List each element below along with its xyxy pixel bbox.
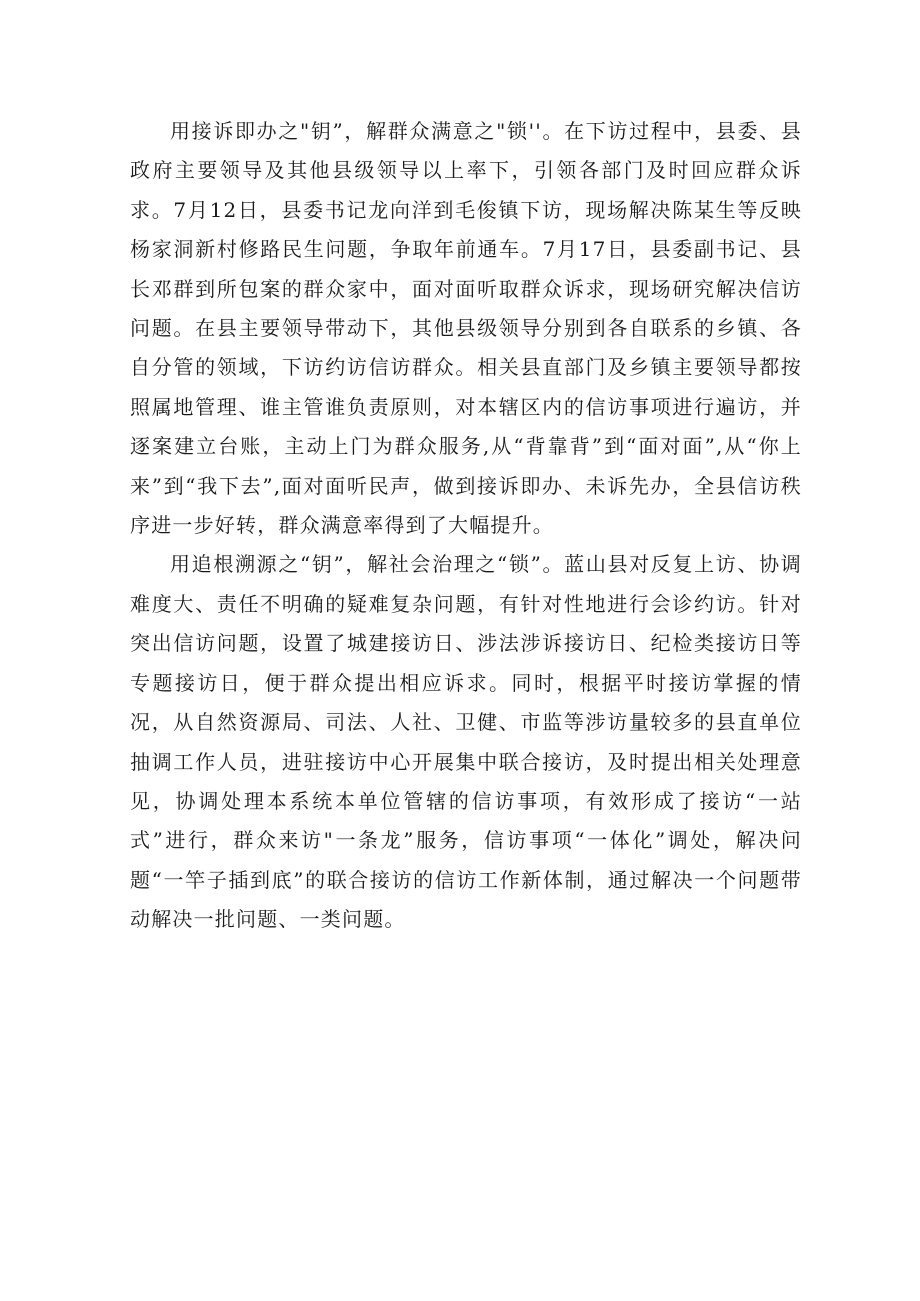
paragraph-2: 用追根溯源之“钥”，解社会治理之“锁”。蓝山县对反复上访、协调难度大、责任不明确的疑难复杂问题，有针对性地进行会诊约访。针对突出信访问题，设置了城建接访日、涉法涉诉接访日、纪检类接访日等专题接访日，便于群众提出相应诉求。同时，根据平时接访掌握的情况，从自然资源局、司法、人社、卫健、市监等涉访量较多的县直单位抽调工作人员，进驻接访中心开展集中联合接访，及时提出相关处理意见，协调处理本系统本单位管辖的信访事项，有效形成了接访“一站式”进行，群众来访"一条龙”服务，信访事项“一体化”调处，解决问题“一竿子插到底”的联合接访的信访工作新体制，通过解决一个问题带动解决一批问题、一类问题。 [130, 552, 802, 932]
document-body [130, 112, 802, 940]
paragraph-1: 用接诉即办之"钥”，解群众满意之"锁''。在下访过程中，县委、县政府主要领导及其他县级领导以上率下，引领各部门及时回应群众诉求。7月12日，县委书记龙向洋到毛俊镇下访，现场解决陈某生等反映杨家洞新村修路民生问题，争取年前通车。7月17日，县委副书记、县长邓群到所包案的群众家中，面对面听取群众诉求，现场研究解决信访问题。在县主要领导带动下，其他县级领导分别到各自联系的乡镇、各自分管的领域，下访约访信访群众。相关县直部门及乡镇主要领导都按照属地管理、谁主管谁负责原则，对本辖区内的信访事项进行遍访，并逐案建立台账，主动上门为群众服务,从“背靠背”到“面对面”,从“你上来”到“我下去”,面对面听民声，做到接诉即办、未诉先办，全县信访秩序进一步好转，群众满意率得到了大幅提升。 [130, 119, 802, 538]
